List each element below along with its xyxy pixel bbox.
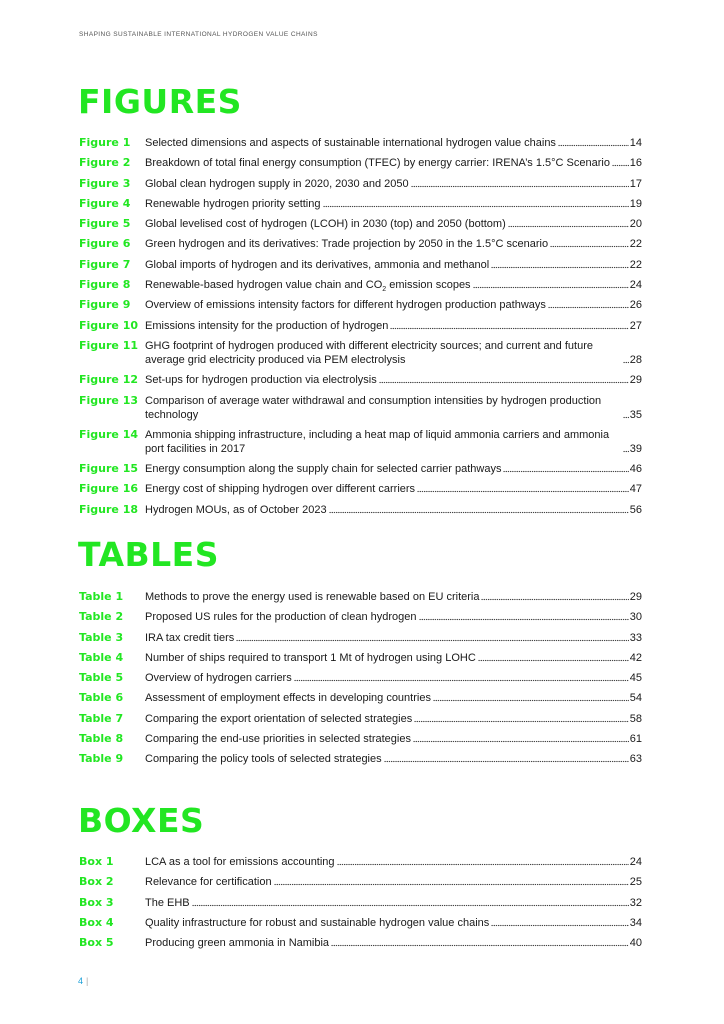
toc-entry[interactable] bbox=[79, 916, 642, 930]
entry-page-number: 25 bbox=[629, 876, 642, 889]
toc-entry[interactable] bbox=[79, 855, 642, 869]
entry-label: Box 1 bbox=[79, 855, 114, 868]
toc-entry[interactable] bbox=[79, 732, 642, 746]
figures-heading: FIGURES bbox=[78, 82, 242, 121]
toc-entry[interactable] bbox=[79, 462, 642, 476]
entry-title: Global imports of hydrogen and its derivatives, ammonia and methanol bbox=[145, 258, 490, 271]
entry-page-number: 47 bbox=[629, 483, 642, 496]
entry-page-number: 42 bbox=[629, 651, 642, 664]
entry-page-number: 40 bbox=[629, 937, 642, 950]
entry-body bbox=[145, 319, 642, 333]
entry-page-number: 27 bbox=[629, 319, 642, 332]
entry-body bbox=[145, 732, 642, 746]
entry-page-number: 19 bbox=[629, 197, 642, 210]
dot-leader bbox=[192, 904, 629, 907]
dot-leader bbox=[508, 225, 629, 228]
entry-label: Table 9 bbox=[79, 752, 124, 766]
dot-leader bbox=[236, 639, 628, 642]
entry-page-number: 24 bbox=[629, 856, 642, 868]
toc-entry[interactable] bbox=[79, 936, 642, 950]
entry-title: The EHB bbox=[145, 896, 190, 909]
entry-page-number: 16 bbox=[629, 157, 642, 170]
entry-body bbox=[145, 278, 642, 292]
entry-label: Figure 16 bbox=[79, 482, 139, 496]
dot-leader bbox=[491, 266, 629, 269]
entry-label: Figure 8 bbox=[79, 278, 131, 292]
dot-leader bbox=[411, 185, 629, 188]
entry-body bbox=[145, 916, 642, 930]
entry-title: Producing green ammonia in Namibia bbox=[145, 937, 330, 950]
entry-page-number: 29 bbox=[629, 591, 642, 603]
entry-label: Figure 13 bbox=[79, 393, 139, 407]
dot-leader bbox=[433, 699, 629, 702]
dot-leader bbox=[414, 720, 629, 723]
tables-heading: TABLES bbox=[78, 535, 219, 574]
entry-body bbox=[145, 177, 642, 191]
dot-leader bbox=[623, 361, 629, 364]
toc-entry[interactable] bbox=[79, 428, 642, 456]
entry-body bbox=[145, 339, 642, 367]
entry-page-number: 58 bbox=[629, 712, 642, 725]
entry-title: Proposed US rules for the production of clean hydrogen bbox=[145, 611, 417, 624]
entry-label: Figure 2 bbox=[79, 156, 131, 170]
dot-leader bbox=[548, 306, 629, 309]
boxes-heading: BOXES bbox=[78, 801, 205, 840]
toc-entry[interactable] bbox=[79, 258, 642, 272]
entry-title: Global clean hydrogen supply in 2020, 2030 and 2050 bbox=[145, 177, 409, 190]
entry-body bbox=[145, 462, 642, 476]
dot-leader bbox=[503, 470, 628, 473]
entry-title: LCA as a tool for emissions accounting bbox=[145, 856, 335, 868]
entry-label: Box 3 bbox=[79, 895, 114, 909]
dot-leader bbox=[329, 511, 629, 514]
entry-label: Table 6 bbox=[79, 691, 124, 705]
dot-leader bbox=[390, 327, 628, 330]
entry-body bbox=[145, 217, 642, 231]
entry-body bbox=[145, 482, 642, 496]
footer-separator: | bbox=[86, 976, 89, 986]
entry-label: Figure 18 bbox=[79, 502, 139, 516]
toc-entry[interactable] bbox=[79, 177, 642, 191]
entry-page-number: 54 bbox=[629, 692, 642, 705]
entry-body bbox=[145, 237, 642, 251]
entry-label: Table 8 bbox=[79, 732, 124, 746]
entry-label: Figure 4 bbox=[79, 196, 131, 210]
entry-title: Relevance for certification bbox=[145, 876, 272, 889]
tables-list bbox=[79, 590, 642, 773]
entry-body bbox=[145, 610, 642, 624]
toc-entry[interactable] bbox=[79, 298, 642, 312]
entry-label: Figure 9 bbox=[79, 298, 131, 312]
entry-label: Figure 15 bbox=[79, 462, 139, 476]
dot-leader bbox=[550, 245, 629, 248]
toc-entry[interactable] bbox=[79, 896, 642, 910]
entry-label: Table 4 bbox=[79, 650, 124, 664]
dot-leader bbox=[481, 598, 628, 601]
dot-leader bbox=[478, 659, 629, 662]
entry-label: Figure 1 bbox=[79, 136, 131, 149]
entry-title: Renewable hydrogen priority setting bbox=[145, 197, 321, 210]
entry-page-number: 63 bbox=[629, 753, 642, 766]
entry-label: Figure 14 bbox=[79, 427, 139, 441]
entry-page-number: 14 bbox=[629, 137, 642, 149]
entry-body bbox=[145, 373, 642, 387]
entry-page-number: 28 bbox=[629, 353, 642, 366]
entry-page-number: 17 bbox=[629, 177, 642, 190]
entry-title: Hydrogen MOUs, as of October 2023 bbox=[145, 503, 327, 516]
dot-leader bbox=[337, 863, 629, 866]
entry-label: Table 2 bbox=[79, 610, 124, 624]
entry-title: Ammonia shipping infrastructure, including a heat map of liquid ammonia carriers and ammonia port facilities in 2017 bbox=[145, 428, 610, 455]
boxes-list bbox=[79, 855, 642, 956]
entry-page-number: 34 bbox=[629, 916, 642, 929]
toc-entry[interactable] bbox=[79, 671, 642, 685]
dot-leader bbox=[331, 944, 629, 947]
dot-leader bbox=[558, 144, 629, 147]
entry-title: GHG footprint of hydrogen produced with different electricity sources; and current and future average grid electricity produced via PEM electrolysis bbox=[145, 339, 593, 366]
page-footer bbox=[78, 976, 88, 986]
entry-page-number: 30 bbox=[629, 611, 642, 624]
entry-title: IRA tax credit tiers bbox=[145, 631, 235, 644]
toc-entry[interactable] bbox=[79, 237, 642, 251]
entry-page-number: 61 bbox=[629, 733, 642, 746]
entry-page-number: 32 bbox=[629, 896, 642, 909]
entry-body bbox=[145, 197, 642, 211]
entry-label: Figure 5 bbox=[79, 217, 131, 231]
entry-label: Box 5 bbox=[79, 936, 114, 950]
entry-title: Green hydrogen and its derivatives: Trade projection by 2050 in the 1.5°C scenario bbox=[145, 238, 549, 251]
entry-body bbox=[145, 671, 642, 685]
entry-title: Set-ups for hydrogen production via electrolysis bbox=[145, 374, 377, 387]
page-number: 4 bbox=[78, 976, 84, 986]
entry-title: Comparing the policy tools of selected strategies bbox=[145, 753, 382, 766]
entry-title: Global levelised cost of hydrogen (LCOH) in 2030 (top) and 2050 (bottom) bbox=[145, 218, 506, 231]
entry-label: Figure 7 bbox=[79, 257, 131, 271]
dot-leader bbox=[379, 381, 629, 384]
toc-entry[interactable] bbox=[79, 339, 642, 367]
dot-leader bbox=[274, 883, 629, 886]
entry-title: Selected dimensions and aspects of sustainable international hydrogen value chains bbox=[145, 137, 556, 149]
toc-entry[interactable] bbox=[79, 482, 642, 496]
entry-page-number: 22 bbox=[629, 238, 642, 251]
entry-title-part: Renewable-based hydrogen value chain and CO bbox=[145, 279, 383, 292]
dot-leader bbox=[413, 740, 629, 743]
entry-title: Breakdown of total final energy consumption (TFEC) by energy carrier: IRENA’s 1.5°C Scenario bbox=[145, 157, 610, 170]
entry-body bbox=[145, 712, 642, 726]
dot-leader bbox=[323, 205, 629, 208]
entry-body bbox=[145, 394, 642, 422]
entry-title: Assessment of employment effects in developing countries bbox=[145, 692, 431, 705]
entry-body bbox=[145, 298, 642, 312]
entry-body bbox=[145, 631, 642, 645]
entry-title: Comparison of average water withdrawal and consumption intensities by hydrogen production technology bbox=[145, 394, 602, 421]
entry-page-number: 56 bbox=[629, 503, 642, 516]
entry-body bbox=[145, 503, 642, 517]
entry-label: Box 4 bbox=[79, 915, 114, 929]
toc-entry[interactable] bbox=[79, 217, 642, 231]
toc-entry[interactable] bbox=[79, 136, 642, 150]
entry-title-subscript: 2 bbox=[382, 286, 387, 294]
toc-entry[interactable] bbox=[79, 503, 642, 517]
toc-entry[interactable] bbox=[79, 631, 642, 645]
dot-leader bbox=[473, 286, 629, 289]
entry-body bbox=[145, 691, 642, 705]
entry-title: Emissions intensity for the production of hydrogen bbox=[145, 319, 389, 332]
entry-page-number: 29 bbox=[629, 374, 642, 387]
toc-entry[interactable] bbox=[79, 278, 642, 292]
toc-entry[interactable] bbox=[79, 875, 642, 889]
entry-label: Table 7 bbox=[79, 711, 124, 725]
running-header: SHAPING SUSTAINABLE INTERNATIONAL HYDROGEN VALUE CHAINS bbox=[79, 31, 318, 38]
entry-body bbox=[145, 936, 642, 950]
entry-title: Comparing the end-use priorities in selected strategies bbox=[145, 733, 411, 746]
entry-title: Number of ships required to transport 1 Mt of hydrogen using LOHC bbox=[145, 651, 476, 664]
toc-entry[interactable] bbox=[79, 319, 642, 333]
toc-entry[interactable] bbox=[79, 752, 642, 766]
entry-body bbox=[145, 752, 642, 766]
entry-title: Overview of hydrogen carriers bbox=[145, 672, 292, 685]
entry-title bbox=[145, 278, 471, 292]
entry-body bbox=[145, 896, 642, 910]
entry-page-number: 35 bbox=[629, 408, 642, 421]
entry-label: Figure 6 bbox=[79, 237, 131, 251]
toc-entry[interactable] bbox=[79, 394, 642, 422]
entry-body bbox=[145, 875, 642, 889]
entry-page-number: 33 bbox=[629, 631, 642, 644]
entry-title: Energy consumption along the supply chain for selected carrier pathways bbox=[145, 463, 502, 476]
entry-page-number: 46 bbox=[629, 463, 642, 476]
entry-body bbox=[145, 156, 642, 170]
entry-title-part: emission scopes bbox=[386, 279, 471, 292]
figures-list bbox=[79, 136, 642, 523]
entry-body bbox=[145, 136, 642, 150]
entry-page-number: 20 bbox=[629, 218, 642, 231]
entry-label: Table 1 bbox=[79, 590, 124, 603]
entry-title: Methods to prove the energy used is renewable based on EU criteria bbox=[145, 591, 480, 603]
toc-entry[interactable] bbox=[79, 712, 642, 726]
toc-entry[interactable] bbox=[79, 610, 642, 624]
entry-body bbox=[145, 590, 642, 604]
entry-page-number: 26 bbox=[629, 299, 642, 312]
entry-page-number: 24 bbox=[629, 279, 642, 292]
entry-label: Table 5 bbox=[79, 671, 124, 685]
toc-entry[interactable] bbox=[79, 373, 642, 387]
toc-entry[interactable] bbox=[79, 197, 642, 211]
dot-leader bbox=[417, 490, 629, 493]
entry-label: Box 2 bbox=[79, 875, 114, 889]
dot-leader bbox=[294, 679, 629, 682]
dot-leader bbox=[623, 416, 629, 419]
entry-body bbox=[145, 855, 642, 869]
dot-leader bbox=[384, 760, 629, 763]
entry-label: Figure 3 bbox=[79, 176, 131, 190]
entry-title: Energy cost of shipping hydrogen over different carriers bbox=[145, 483, 416, 496]
entry-body bbox=[145, 651, 642, 665]
toc-entry[interactable] bbox=[79, 691, 642, 705]
dot-leader bbox=[491, 924, 629, 927]
entry-label: Figure 12 bbox=[79, 373, 139, 387]
entry-label: Table 3 bbox=[79, 630, 124, 644]
entry-label: Figure 10 bbox=[79, 318, 139, 332]
toc-entry[interactable] bbox=[79, 651, 642, 665]
entry-body bbox=[145, 258, 642, 272]
dot-leader bbox=[419, 618, 629, 621]
entry-page-number: 22 bbox=[629, 258, 642, 271]
entry-title: Quality infrastructure for robust and sustainable hydrogen value chains bbox=[145, 916, 490, 929]
toc-entry[interactable] bbox=[79, 590, 642, 604]
entry-label: Figure 11 bbox=[79, 338, 139, 352]
dot-leader bbox=[612, 164, 629, 167]
toc-entry[interactable] bbox=[79, 156, 642, 170]
entry-title: Overview of emissions intensity factors for different hydrogen production pathways bbox=[145, 299, 546, 312]
dot-leader bbox=[623, 450, 629, 453]
entry-page-number: 39 bbox=[629, 442, 642, 455]
entry-page-number: 45 bbox=[629, 672, 642, 685]
entry-body bbox=[145, 428, 642, 456]
entry-title: Comparing the export orientation of selected strategies bbox=[145, 712, 413, 725]
